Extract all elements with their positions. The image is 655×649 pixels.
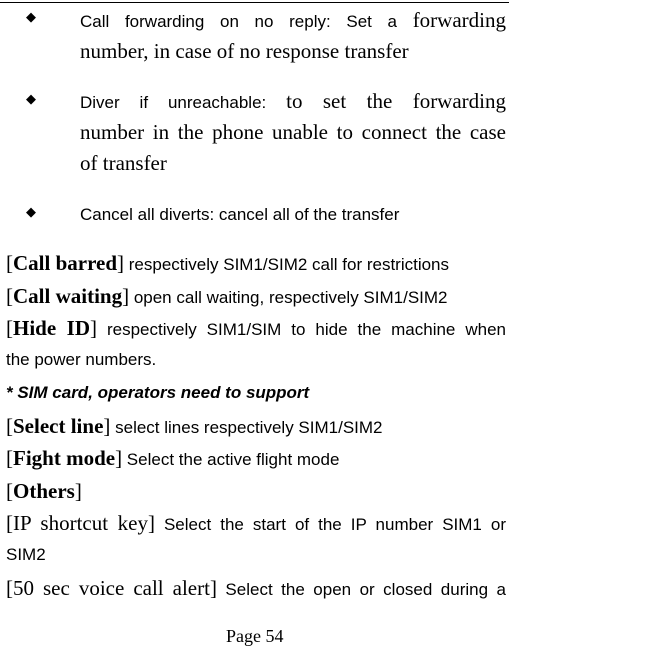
- diamond-bullet-icon: ◆: [26, 92, 36, 107]
- item-hide-id-continued: the power numbers.: [6, 350, 157, 369]
- item-voice-call-alert: [50 sec voice call alert] Select the open or closed during a: [6, 576, 507, 600]
- bullet-line: of transfer: [80, 151, 167, 175]
- item-ip-shortcut-key: [IP shortcut key] Select the start of the IP number SIM1 or: [6, 511, 506, 535]
- bullet-line: Cancel all diverts: cancel all of the transfer: [80, 205, 400, 224]
- bullet-line: Call forwarding on no reply: Set a forwarding: [80, 8, 506, 32]
- bullet-line: number in the phone unable to connect the case: [80, 120, 506, 144]
- term-call-barred: Call barred: [13, 251, 118, 275]
- diamond-bullet-icon: ◆: [26, 10, 36, 25]
- top-rule: [0, 2, 509, 3]
- bullet-call-forwarding-no-reply: [80, 5, 506, 67]
- bullet-line: number, in case of no response transfer: [80, 39, 409, 63]
- diamond-bullet-icon: ◆: [26, 205, 36, 220]
- item-call-barred: [Call barred] respectively SIM1/SIM2 call for restrictions: [6, 251, 450, 275]
- item-call-waiting: [Call waiting] open call waiting, respectively SIM1/SIM2: [6, 284, 448, 308]
- term-ip-shortcut-key: IP shortcut key: [13, 511, 148, 535]
- term-fight-mode: Fight mode: [13, 446, 116, 470]
- bullet-divert-if-unreachable: [80, 86, 506, 179]
- sim-card-note: * SIM card, operators need to support: [6, 383, 310, 402]
- page-number: Page 54: [226, 626, 284, 646]
- item-ip-shortcut-key-continued: SIM2: [6, 545, 46, 564]
- item-hide-id: [Hide ID] respectively SIM1/SIM to hide the machine when: [6, 316, 506, 340]
- bullet-cancel-all-diverts: [80, 199, 506, 230]
- bullet-line: Diver if unreachable: to set the forwarding: [80, 89, 507, 113]
- item-others: [Others]: [6, 479, 82, 503]
- term-others: Others: [13, 479, 75, 503]
- term-hide-id: Hide ID: [13, 316, 90, 340]
- term-select-line: Select line: [13, 414, 104, 438]
- item-fight-mode: [Fight mode] Select the active flight mode: [6, 446, 340, 470]
- term-voice-call-alert: 50 sec voice call alert: [13, 576, 210, 600]
- item-select-line: [Select line] select lines respectively SIM1/SIM2: [6, 414, 383, 438]
- term-call-waiting: Call waiting: [13, 284, 123, 308]
